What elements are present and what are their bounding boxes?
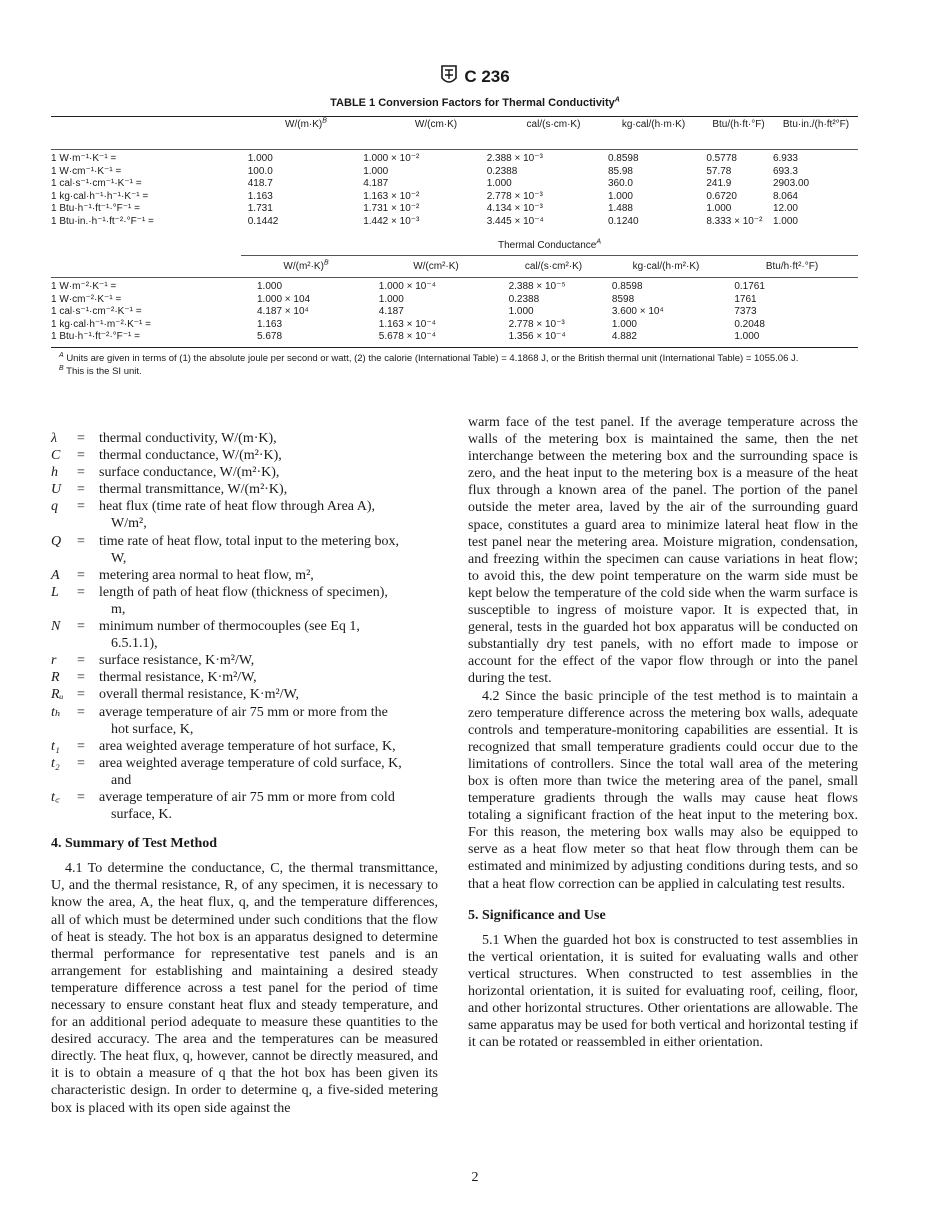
header-text: Btu·in./(h·ft²°F): [782, 119, 850, 130]
definition-text-line: metering area normal to heat flow, m²,: [99, 567, 314, 583]
definition-text-line: minimum number of thermocouples (see Eq 1,: [99, 619, 360, 635]
table-cell: 6.933: [772, 153, 798, 164]
header-text: W/(cm²·K): [413, 261, 459, 272]
table-cell: 0.1442: [247, 215, 279, 227]
conductivity-header-row: [51, 119, 858, 132]
equals-sign: =: [77, 499, 85, 515]
equals-sign: =: [77, 465, 85, 481]
definition-text-line: thermal transmittance, W/(m²·K),: [99, 482, 288, 498]
table-cell: 1.163 × 10⁻⁴: [378, 318, 436, 330]
definition-text: [97, 704, 438, 738]
definition-symbol: r: [51, 653, 57, 669]
row-label: 1 W·m⁻²·K⁻¹ =: [51, 281, 117, 292]
table-cell: 1.000 × 104: [257, 293, 311, 305]
row-label: 1 cal·s⁻¹·cm⁻²·K⁻¹ =: [51, 306, 142, 317]
definition-text: [97, 533, 438, 567]
header-text: kg·cal/(h·m²·K): [632, 261, 700, 272]
definition-text: [97, 481, 438, 498]
table-cell: 2.778 × 10⁻³: [486, 190, 543, 202]
definition-text-continued: W,: [111, 550, 127, 566]
header-text: Btu/h·ft²·°F): [765, 261, 819, 272]
definition-symbol: N: [51, 619, 61, 635]
paragraph-5-1: 5.1 When the guarded hot box is constructed to test assemblies in the vertical orientation, it is suited for evaluating walls and other vertical structures. When constructed to test assemblies in the horizontal orientation, it is suited for evaluating roof, ceiling, floor, and other horizontal structures. Other orientations are allowable. The same apparatus may be used for both vertical and horizontal testing if it can be rotated or reassembled in either orientation.: [468, 932, 858, 1051]
table-cell: 0.8598: [607, 153, 639, 164]
definition-symbol: q: [51, 499, 58, 515]
table-cell: 2903.00: [772, 178, 810, 189]
astm-logo-icon: [440, 64, 458, 91]
table-cell: 1.442 × 10⁻³: [363, 215, 420, 227]
table-cell: 1.000: [363, 165, 389, 177]
equals-sign: =: [77, 653, 85, 669]
definition-item: [51, 498, 438, 532]
definition-text-continued: W/m²,: [111, 516, 147, 532]
header-text: W/(m·K): [285, 119, 323, 130]
header-text: cal/(s·cm·K): [526, 119, 581, 130]
definition-item: [51, 464, 438, 481]
footnote-b: $^B$ This is the SI unit.: [59, 364, 142, 377]
table-cell: 1.163 × 10⁻²: [363, 190, 420, 202]
equals-sign: =: [77, 533, 85, 549]
definition-text-line: heat flux (time rate of heat flow through Area A),: [99, 499, 376, 515]
definition-text-line: thermal resistance, K·m²/W,: [99, 670, 257, 686]
definition-item: [51, 755, 438, 789]
definition-symbol: L: [51, 584, 59, 600]
definition-text-line: surface conductance, W/(m²·K),: [99, 465, 280, 481]
definition-text-line: overall thermal resistance, K·m²/W,: [99, 687, 299, 703]
definition-text-line: area weighted average temperature of hot surface, K,: [99, 738, 396, 754]
definition-symbol: Rᵤ: [51, 687, 64, 703]
definition-item: [51, 430, 438, 447]
conductance-title-rule: [241, 255, 858, 256]
definition-item: [51, 652, 438, 669]
table-title: TABLE 1 Conversion Factors for Thermal Conductivity$^A$: [330, 96, 620, 109]
definition-text-continued: and: [111, 772, 132, 788]
row-label: 1 Btu·in.·h⁻¹·ft⁻²·°F⁻¹ =: [51, 215, 154, 227]
equals-sign: =: [77, 567, 85, 583]
definition-text-line: average temperature of air 75 mm or more from cold: [99, 789, 395, 805]
definition-symbol: U: [51, 482, 62, 498]
table-cell: 100.0: [247, 165, 273, 177]
definition-text-continued: m,: [111, 601, 126, 617]
table-row: [51, 166, 858, 179]
equals-sign: =: [77, 448, 85, 464]
definition-symbol: t₁: [51, 738, 60, 754]
definition-text: [97, 430, 438, 447]
definition-text-continued: hot surface, K,: [111, 721, 194, 737]
conductivity-col-header: [776, 119, 856, 132]
table-cell: 2.778 × 10⁻³: [508, 318, 565, 330]
table-cell: 1.000: [706, 203, 732, 214]
header-text: W/(cm·K): [414, 119, 458, 130]
definition-item: [51, 447, 438, 464]
definition-text: [97, 464, 438, 481]
table-cell: 1.731 × 10⁻²: [363, 203, 420, 214]
definition-text: [97, 669, 438, 686]
definition-item: [51, 669, 438, 686]
table-cell: 1.000: [611, 318, 637, 330]
row-label: 1 cal·s⁻¹·cm⁻¹·K⁻¹ =: [51, 178, 142, 189]
left-column: [51, 430, 438, 1117]
definition-symbol: C: [51, 448, 61, 464]
row-label: 1 Btu·h⁻¹·ft⁻¹·°F⁻¹ =: [51, 203, 141, 214]
conductivity-col-header: [606, 119, 701, 132]
definition-item: [51, 481, 438, 498]
row-label: 1 kg·cal·h⁻¹·h⁻¹·K⁻¹ =: [51, 190, 149, 202]
conductivity-col-header: [701, 119, 776, 132]
row-label: 1 W·cm⁻²·K⁻¹ =: [51, 293, 122, 305]
table-cell: 1.000: [247, 153, 273, 164]
definition-item: [51, 584, 438, 618]
table-cell: 1.163: [247, 190, 273, 202]
table-cell: 1.731: [247, 203, 273, 214]
equals-sign: =: [77, 687, 85, 703]
table-cell: 0.2388: [508, 293, 540, 305]
table-cell: 2.388 × 10⁻³: [486, 153, 543, 164]
table-row: [51, 294, 858, 307]
definition-item: [51, 567, 438, 584]
equals-sign: =: [77, 738, 85, 754]
definition-item: [51, 618, 438, 652]
definition-text-line: average temperature of air 75 mm or more from the: [99, 704, 388, 720]
table-cell: 8.333 × 10⁻²: [706, 215, 763, 227]
equals-sign: =: [77, 670, 85, 686]
table-cell: 1.000: [734, 331, 760, 342]
definition-text-continued: 6.5.1.1),: [111, 636, 158, 652]
table-cell: 418.7: [247, 178, 273, 189]
definition-symbol: t꜀: [51, 789, 60, 805]
equals-sign: =: [77, 789, 85, 805]
table-cell: 0.1761: [734, 281, 765, 292]
table-cell: 241.9: [706, 178, 732, 189]
right-column: [468, 414, 858, 1051]
definition-text-line: thermal conductance, W/(m²·K),: [99, 448, 282, 464]
conductance-title: Thermal Conductance$^A$: [497, 238, 602, 251]
conductance-col-header: [501, 261, 606, 274]
section-5-heading: 5. Significance and Use: [468, 907, 606, 923]
designation: C 236: [464, 66, 510, 86]
row-label: 1 kg·cal·h⁻¹·m⁻²·K⁻¹ =: [51, 318, 152, 330]
table-cell: 3.445 × 10⁻⁴: [486, 215, 544, 227]
equals-sign: =: [77, 755, 85, 771]
conductance-header-row: [51, 261, 858, 274]
equals-sign: =: [77, 584, 85, 600]
table-cell: 0.5778: [706, 153, 737, 164]
paragraph-4-1: 4.1 To determine the conductance, C, the thermal transmittance, U, and the thermal resistance, R, of any specimen, it is necessary to know the area, A, the heat flux, q, and the temperature differences, all of which must be determined under such conditions that the flow of heat is steady. The hot box is an apparatus designed to determine thermal performance for representative test panels and is an arrangement for establishing and maintaining a desired steady temperature difference across a test panel for the period of time necessary to ensure constant heat flux and steady temperature, and for an additional period adequate to measure these quantities to the desired accuracy. The area and the temperatures can be measured directly. The heat flux, q, however, cannot be directly measured, and it is to obtain a measure of q that the hot box has been given its characteristic design. In order to determine q, a five-sided metering box is placed with its open side against the: [51, 861, 438, 1116]
table-cell: 1.000 × 10⁻⁴: [378, 281, 436, 292]
definition-text: [97, 789, 438, 823]
definition-item: [51, 533, 438, 567]
conductivity-col-header: [501, 119, 606, 132]
table-cell: 1.000: [486, 178, 512, 189]
table-cell: 8.064: [772, 190, 798, 202]
header-text: cal/(s·cm²·K): [524, 261, 583, 272]
table-cell: 12.00: [772, 203, 798, 214]
definition-symbol: R: [51, 670, 60, 686]
conductance-col-header: [241, 261, 371, 274]
table-cell: 5.678 × 10⁻⁴: [378, 331, 436, 342]
header-text: kg·cal/(h·m·K): [621, 119, 686, 130]
header-sup: B: [322, 117, 327, 125]
definition-text: [97, 686, 438, 703]
table-cell: 0.8598: [611, 281, 643, 292]
table-row: [51, 153, 858, 166]
table-cell: 7373: [734, 306, 757, 317]
table-cell: 85.98: [607, 165, 633, 177]
conductance-col-header: [726, 261, 858, 274]
definition-text-line: length of path of heat flow (thickness of specimen),: [99, 584, 388, 600]
conductance-table-body: [51, 281, 858, 344]
table-cell: 1.163: [257, 318, 283, 330]
definition-text-line: surface resistance, K·m²/W,: [99, 653, 255, 669]
table-cell: 4.187: [378, 306, 404, 317]
definition-symbol: tₕ: [51, 704, 61, 720]
definition-text-line: time rate of heat flow, total input to the metering box,: [99, 533, 400, 549]
table-row: [51, 281, 858, 294]
table-cell: 4.882: [611, 331, 637, 342]
table-cell: 360.0: [607, 178, 633, 189]
footnote-a: $^A$ Units are given in terms of (1) the absolute joule per second or watt, (2) the calorie (International Table) = 4.1868 J, or the British thermal unit (International Table) = 1055.06 J.: [59, 351, 799, 364]
equals-sign: =: [77, 619, 85, 635]
table-bottom-rule: [51, 347, 858, 348]
table-cell: 0.2388: [486, 165, 518, 177]
page-header: [0, 64, 950, 91]
table-row: [51, 216, 858, 229]
equals-sign: =: [77, 482, 85, 498]
table-cell: 0.1240: [607, 215, 639, 227]
conductance-col-header: [606, 261, 726, 274]
table-cell: 57.78: [706, 165, 732, 177]
definition-symbol: λ: [51, 431, 58, 446]
conductivity-table-body: [51, 153, 858, 228]
table-row: [51, 191, 858, 204]
row-label: 1 W·m⁻¹·K⁻¹ =: [51, 153, 117, 164]
definition-symbol: A: [51, 567, 60, 583]
row-label: 1 W·cm⁻¹·K⁻¹ =: [51, 165, 122, 177]
section-4-heading: 4. Summary of Test Method: [51, 836, 218, 852]
table-cell: 3.600 × 10⁴: [611, 306, 664, 317]
table-row: [51, 331, 858, 344]
conductivity-col-header: [371, 119, 501, 132]
definition-text: [97, 738, 438, 755]
definition-symbol: Q: [51, 533, 62, 549]
paragraph-4-1-continued: warm face of the test panel. If the average temperature across the walls of the metering box is maintained the same, then the net interchange between the metering box and the surrounding space is zero, and the heat input to the metering box is a measure of the heat flux through a known area of the panel. The portion of the panel outside the meter area, laved by the air of the surrounding guard space, constitutes a guard area to minimize lateral heat flow in the test panel near the metering area. Moisture migration, condensation, and freezing within the specimen can cause variations in heat flow; to avoid this, the dew point temperature on the warm side must be kept below the temperature of the cold side when the warm surface is susceptible to ingress of moisture vapor. It is expected that, in general, tests in the guarded hot box apparatus will be conducted on substantially dry test panels, with no effort made to impose or account for the effect of the vapor flow through or into the panel during the test.: [468, 415, 858, 687]
conductance-header-rule: [51, 277, 858, 278]
table-cell: 2.388 × 10⁻⁵: [508, 281, 566, 292]
table-cell: 1.000: [378, 293, 404, 305]
table-header-rule: [51, 149, 858, 150]
table-footnotes: [51, 353, 858, 378]
definition-text-line: thermal conductivity, W/(m·K),: [99, 431, 277, 446]
table-row: [51, 306, 858, 319]
table-row: [51, 178, 858, 191]
table-cell: 1.000: [257, 281, 283, 292]
table-cell: 4.134 × 10⁻³: [486, 203, 543, 214]
table-cell: 4.187 × 10⁴: [257, 306, 309, 317]
table-cell: 1.000: [508, 306, 534, 317]
header-sup: B: [323, 259, 329, 267]
table-cell: 0.6720: [706, 190, 737, 202]
header-text: Btu/(h·ft·°F): [712, 119, 765, 130]
table-top-rule: [51, 116, 858, 117]
definition-item: [51, 686, 438, 703]
table-cell: 4.187: [363, 178, 389, 189]
definition-text: [97, 755, 438, 789]
page-number: 2: [471, 1170, 479, 1185]
row-label: 1 Btu·h⁻¹·ft⁻²·°F⁻¹ =: [51, 331, 141, 342]
table-cell: 1.000: [772, 215, 798, 227]
definition-item: [51, 704, 438, 738]
definition-symbol: h: [51, 465, 58, 481]
equals-sign: =: [77, 431, 85, 446]
table-cell: 1.488: [607, 203, 633, 214]
definition-item: [51, 738, 438, 755]
definition-text-continued: surface, K.: [111, 807, 173, 823]
table-row: [51, 203, 858, 216]
definition-text: [97, 498, 438, 532]
symbol-definitions: [51, 430, 438, 823]
definition-text: [97, 652, 438, 669]
table-cell: 693.3: [772, 165, 798, 177]
conductivity-col-header: [241, 119, 371, 132]
equals-sign: =: [77, 704, 85, 720]
definition-text: [97, 567, 438, 584]
definition-text-line: area weighted average temperature of cold surface, K,: [99, 755, 402, 771]
header-text: W/(m²·K): [283, 261, 324, 272]
definition-text: [97, 584, 438, 618]
table-cell: 0.2048: [734, 318, 765, 330]
table-cell: 5.678: [257, 331, 283, 342]
table-cell: 1.000: [607, 190, 633, 202]
conductance-col-header: [371, 261, 501, 274]
definition-item: [51, 789, 438, 823]
definition-text: [97, 618, 438, 652]
table-cell: 8598: [611, 293, 635, 305]
conductance-title-row: [51, 240, 858, 253]
definition-symbol: t₂: [51, 755, 60, 771]
paragraph-4-2: 4.2 Since the basic principle of the test method is to maintain a zero temperature difference across the metering box walls, adequate controls and temperature-monitoring capabilities are essential. It is recognized that small temperature gradients could occur due to the limitations of controllers. Since the total wall area of the metering box is often more than twice the metering area of the panel, small temperature gradients through the walls may cause heat flows totaling a significant fraction of the heat input to the metering box. For this reason, the metering box walls may also be equipped to serve as a heat flow meter so that heat flow through them can be estimated and minimized by adjusting conditions during tests, and so that a heat flow correction can be applied in calculating test results.: [468, 688, 858, 892]
definition-text: [97, 447, 438, 464]
table-cell: 1.000 × 10⁻²: [363, 153, 420, 164]
table-row: [51, 319, 858, 332]
table-cell: 1761: [734, 293, 757, 305]
table-cell: 1.356 × 10⁻⁴: [508, 331, 566, 342]
